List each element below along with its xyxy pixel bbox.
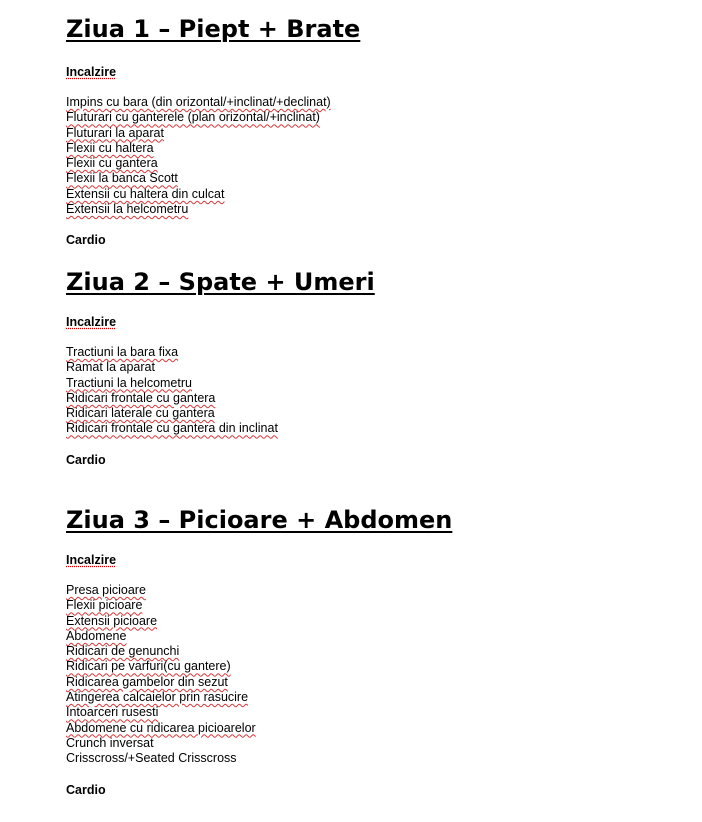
- exercise-item: Flexii la banca Scott: [66, 171, 178, 186]
- exercise-item: Intoarceri rusesti: [66, 705, 159, 720]
- exercise-item: Ridicari pe varfuri(cu gantere): [66, 659, 231, 674]
- exercise-item: Crisscross/+Seated Crisscross: [66, 751, 237, 766]
- day-2-cardio-heading: Cardio: [66, 453, 106, 467]
- exercise-item: Crunch inversat: [66, 735, 154, 750]
- exercise-item: Abdomene cu ridicarea picioarelor: [66, 720, 256, 735]
- exercise-item: Atingerea calcaielor prin rasucire: [66, 690, 249, 705]
- day-2-section: [66, 267, 375, 467]
- day-1-exercise-list: [66, 95, 331, 217]
- exercise-item: Ridicarea gambelor din sezut: [66, 674, 228, 689]
- exercise-item: Ramat la aparat: [66, 360, 155, 375]
- exercise-item: Extensii picioare: [66, 613, 158, 628]
- exercise-item: Ridicari de genunchi: [66, 644, 180, 659]
- day-3-title: Ziua 3 – Picioare + Abdomen: [66, 506, 453, 534]
- day-1-section: [66, 14, 361, 247]
- day-2-title: Ziua 2 – Spate + Umeri: [66, 268, 375, 296]
- exercise-item: Ridicari frontale cu gantera din inclinat: [66, 421, 278, 436]
- exercise-item: Fluturari la aparat: [66, 125, 164, 140]
- exercise-item: Fluturari cu ganterele (plan orizontal/+inclinat): [66, 110, 320, 125]
- exercise-item: Ridicari laterale cu gantera: [66, 406, 215, 421]
- exercise-item: Ridicari frontale cu gantera: [66, 390, 216, 405]
- exercise-item: Flexii cu haltera: [66, 140, 154, 155]
- exercise-item: Abdomene: [66, 628, 127, 643]
- exercise-item: Impins cu bara (din orizontal/+inclinat/+declinat): [66, 95, 331, 109]
- exercise-item: Flexii picioare: [66, 598, 143, 613]
- day-2-warmup-heading: Incalzire: [66, 315, 117, 329]
- exercise-item: Tractiuni la bara fixa: [66, 345, 179, 359]
- exercise-item: Extensii cu haltera din culcat: [66, 186, 225, 201]
- day-2-exercise-list: [66, 345, 278, 437]
- exercise-item: Tractiuni la helcometru: [66, 375, 192, 390]
- exercise-item: Presa picioare: [66, 583, 146, 597]
- day-3-warmup-heading: Incalzire: [66, 553, 117, 567]
- exercise-item: Extensii la helcometru: [66, 202, 189, 217]
- day-3-exercise-list: [66, 583, 256, 767]
- day-3-cardio-heading: Cardio: [66, 783, 106, 797]
- day-3-section: [66, 505, 453, 797]
- day-1-warmup-heading: Incalzire: [66, 65, 117, 79]
- day-1-cardio-heading: Cardio: [66, 233, 106, 247]
- exercise-item: Flexii cu gantera: [66, 156, 158, 171]
- day-1-title: Ziua 1 – Piept + Brate: [66, 15, 361, 43]
